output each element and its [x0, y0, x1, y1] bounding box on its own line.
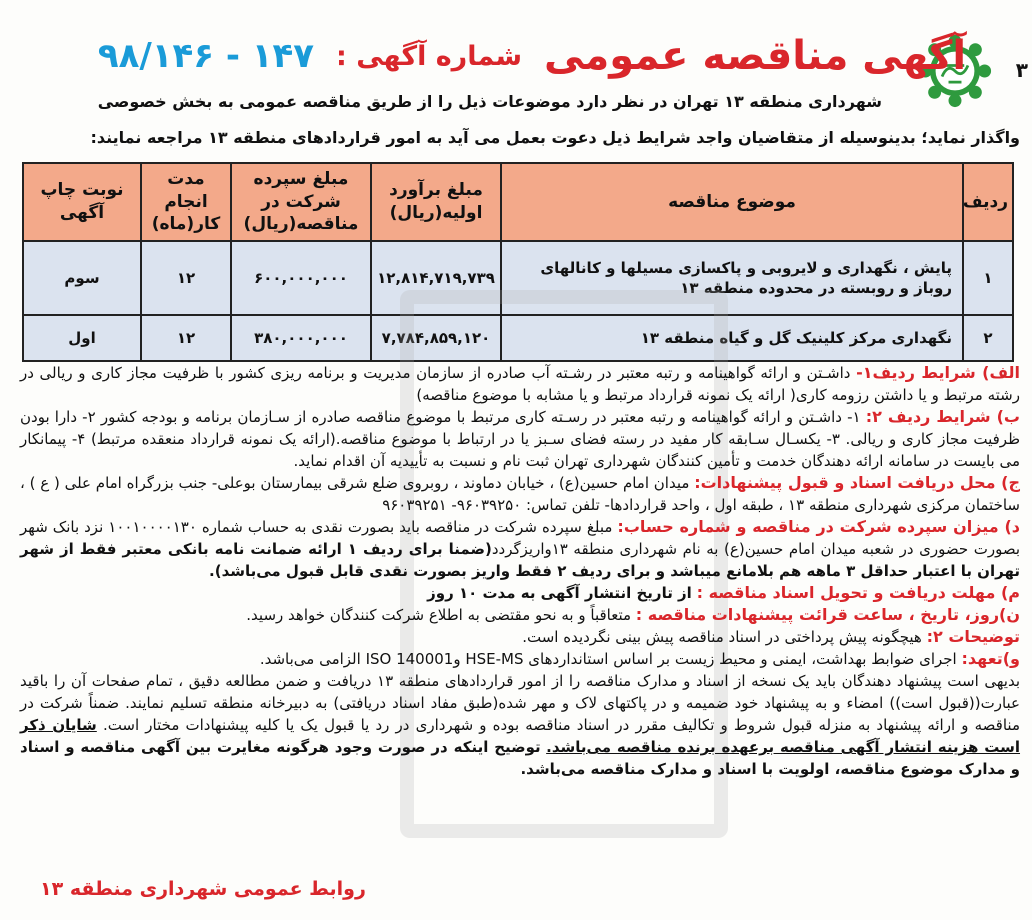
conditions-section: [20, 362, 1020, 780]
commitment: [20, 648, 1020, 670]
page-number: ۳: [1015, 58, 1028, 82]
condition-n: [20, 604, 1020, 626]
title-main: آگهی مناقصه عمومی: [544, 33, 967, 79]
cell-duration: ۱۲: [141, 315, 231, 361]
title-sub: شماره آگهی :: [336, 40, 523, 72]
condition-c-heading: ج) محل دریافت اسناد و قبول پیشنهادات:: [694, 473, 1020, 492]
condition-b-heading: ب) شرایط ردیف ۲:: [865, 407, 1020, 426]
final-text: بدیهی است پیشنهاد دهندگان باید یک نسخه از اسناد و مدارک مناقصه را از امور قراردادهای منطقه ۱۳ دریافت و ضمن مطالعه دقیق ، تمام صفحات آن را باقید عبارت((قبول است)) امضاء و به پیشنهاد خود ضمیمه و در پاکتهای لاک و مهر شده(طبق مفاد اسناد دریافتی) به دبیرخانه منطقه تسلیم نمایند. ضمناً شرکت در مناقصه و ارائه پیشنهاد به منزله قبول شروط و تکالیف مقرر در اسناد مناقصه بوده و شهرداری در رد یا قبول یک یا کلیه پیشنهادات مختار است.: [20, 672, 1020, 734]
condition-a-heading: الف) شرایط ردیف۱-: [856, 363, 1021, 382]
condition-a-text: داشـتن و ارائه گواهینامه و رتبه معتبر در رشـته آب صادره از سازمان مدیریت و برنامه ریزی کشور با ظرفیت مجاز کاری و ریالی در رشته مرتبط و یا داشتن رزومه کاری( ارائه یک نمونه قرارداد مرتبط و یا مشابه با موضوع مناقصه): [20, 364, 1020, 404]
note-2-heading: توضیحات ۲:: [926, 627, 1020, 646]
commitment-heading: و)تعهد:: [961, 649, 1020, 668]
table-header-row: [23, 163, 1013, 241]
header-duration: مدت انجام کار(ماه): [141, 163, 231, 241]
condition-c: [20, 472, 1020, 516]
intro-line-1: شهرداری منطقه ۱۳ تهران در نظر دارد موضوعات ذیل را از طریق مناقصه عمومی به بخش خصوصی: [97, 92, 882, 111]
header-row-no: ردیف: [963, 163, 1013, 241]
cell-print-round: اول: [23, 315, 141, 361]
cell-print-round: سوم: [23, 241, 141, 315]
final-priority-note: توضیح اینکه در صورت وجود هرگونه مغایرت بین آگهی مناقصه و اسناد و مدارک موضوع مناقصه، اولویت با اسناد و مدارک مناقصه می‌باشد.: [20, 738, 1020, 778]
final-paragraph: [20, 670, 1020, 780]
cell-deposit: ۶۰۰,۰۰۰,۰۰۰: [231, 241, 371, 315]
condition-m-heading: م) مهلت دریافت و تحویل اسناد مناقصه :: [696, 583, 1020, 602]
intro-line-2: واگذار نماید؛ بدینوسیله از متقاضیان واجد شرایط ذیل دعوت بعمل می آید به امور قراردادهای منطقه ۱۳ مراجعه نمایند:: [90, 128, 1020, 147]
cell-row-no: ۱: [963, 241, 1013, 315]
condition-n-heading: ن)روز، تاریخ ، ساعت قرائت پیشنهادات مناقصه :: [635, 605, 1020, 624]
condition-m: [20, 582, 1020, 604]
cell-deposit: ۳۸۰,۰۰۰,۰۰۰: [231, 315, 371, 361]
condition-m-text: از تاریخ انتشار آگهی به مدت ۱۰ روز: [427, 584, 692, 602]
header-print-round: نوبت چاپ آگهی: [23, 163, 141, 241]
header-deposit: مبلغ سپرده شرکت در مناقصه(ریال): [231, 163, 371, 241]
table-row: [23, 315, 1013, 361]
tender-table: [22, 162, 1014, 362]
condition-d-guarantee: (ضمنا برای ردیف ۱ ارائه ضمانت نامه بانکی معتبر فقط از شهر تهران با اعتبار حداقل ۳ ماهه هم بلامانع میباشد و برای ردیف ۲ فقط واریز بصورت نقدی قابل قبول می‌باشد).: [20, 540, 1020, 580]
final-cost-note: شایان ذکر است هزینه انتشار آگهی مناقصه برعهده برنده مناقصه می‌باشد.: [20, 716, 1021, 756]
note-2: [20, 626, 1020, 648]
table-row: [23, 241, 1013, 315]
title-number: ۹۸/۱۴۶ - ۱۴۷: [97, 36, 315, 76]
condition-d-heading: د) میزان سپرده شرکت در مناقصه و شماره حساب:: [617, 517, 1020, 536]
note-2-text: هیچگونه پیش پرداختی در اسناد مناقصه پیش بینی نگردیده است.: [522, 628, 922, 646]
header-subject: موضوع مناقصه: [501, 163, 963, 241]
condition-c-text: میدان امام حسین(ع) ، خیابان دماوند ، روبروی ضلع شرقی بیمارستان بوعلی- جنب بزرگراه امام علی ( ع ) ، ساختمان مرکزی شهرداری منطقه ۱۳ ، طبقه اول ، واحد قراردادها- تلفن تماس: ۹۶۰۳۹۲۵۰- ۹۶۰۳۹۲۵۱: [20, 474, 1020, 514]
condition-b: [20, 406, 1020, 472]
public-relations-signature: روابط عمومی شهرداری منطقه ۱۳: [40, 878, 366, 900]
cell-row-no: ۲: [963, 315, 1013, 361]
condition-b-text: ۱- داشـتن و ارائه گواهینامه و رتبه معتبر در رسـته کاری مرتبط با موضوع مناقصه صادره از سـازمان برنامه و بودجه کشور ۲- دارا بودن ظرفیت مجاز کاری و ریالی. ۳- یکسـال سـابقه کار مفید در رسته فضای سـبز یا در ارتباط با موضوع مناقصه.(ارائه یک نمونه قرارداد منعقده مرتبط) ۴- پیمانکار می بایست در سامانه ارائه دهندگان خدمت و تأمین کنندگان شهرداری تهران ثبت نام و نسبت به تأییدیه آن اقدام نماید.: [20, 408, 1021, 470]
condition-d-text: مبلغ سپرده شرکت در مناقصه باید بصورت نقدی به حساب شماره ۱۰۰۱۰۰۰۰۱۳۰ نزد بانک شهر بصورت حضوری در شعبه میدان امام حسین(ع) به نام شهرداری منطقه ۱۳واریزگردد: [20, 518, 1020, 558]
notice-title: [97, 30, 967, 82]
cell-duration: ۱۲: [141, 241, 231, 315]
condition-n-text: متعاقباً و به نحو مقتضی به اطلاع شرکت کنندگان خواهد رسید.: [246, 606, 632, 624]
condition-a: [20, 362, 1020, 406]
header-estimate: مبلغ برآورد اولیه(ریال): [371, 163, 501, 241]
cell-estimate: ۱۲,۸۱۴,۷۱۹,۷۳۹: [371, 241, 501, 315]
condition-d: [20, 516, 1020, 582]
cell-subject: پایش ، نگهداری و لایروبی و پاکسازی مسیلها و کانالهای روباز و روبسته در محدوده منطقه ۱۳: [501, 241, 963, 315]
cell-estimate: ۷,۷۸۴,۸۵۹,۱۲۰: [371, 315, 501, 361]
cell-subject: نگهداری مرکز کلینیک گل و گیاه منطقه ۱۳: [501, 315, 963, 361]
commitment-text: اجرای ضوابط بهداشت، ایمنی و محیط زیست بر اساس استانداردهای HSE-MS وISO 140001 الزامی می‌باشد.: [259, 650, 957, 668]
